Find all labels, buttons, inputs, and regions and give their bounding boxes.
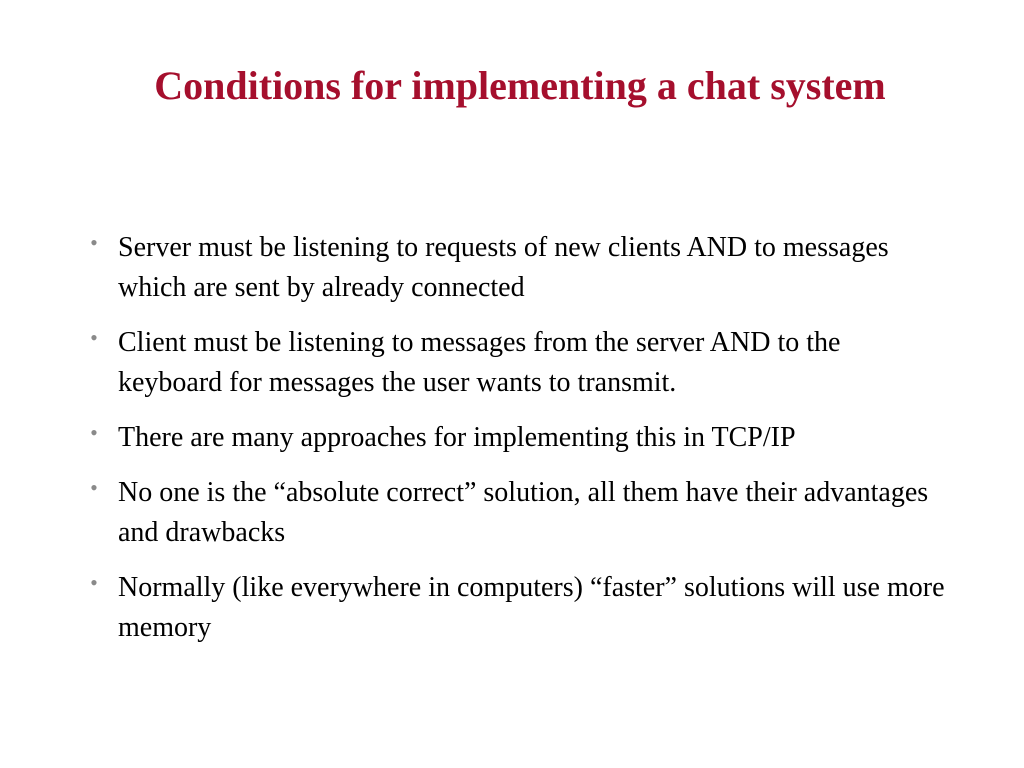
bullet-text: Normally (like everywhere in computers) “faster” solutions will use more memory [118,572,945,643]
bullet-item [87,568,947,648]
bullet-icon [87,426,101,440]
bullet-list [87,228,947,663]
bullet-icon [87,331,101,345]
bullet-icon [87,236,101,250]
bullet-text: Client must be listening to messages from the server AND to the keyboard for messages the user wants to transmit. [118,327,841,398]
bullet-item [87,418,947,458]
bullet-item [87,228,947,308]
bullet-icon [87,576,101,590]
bullet-text: Server must be listening to requests of new clients AND to messages which are sent by already connected [118,232,889,303]
bullet-icon [87,481,101,495]
bullet-item [87,473,947,553]
bullet-item [87,323,947,403]
bullet-text: There are many approaches for implementing this in TCP/IP [118,422,796,453]
bullet-text: No one is the “absolute correct” solution, all them have their advantages and drawbacks [118,477,929,548]
slide-title: Conditions for implementing a chat system [154,63,886,108]
